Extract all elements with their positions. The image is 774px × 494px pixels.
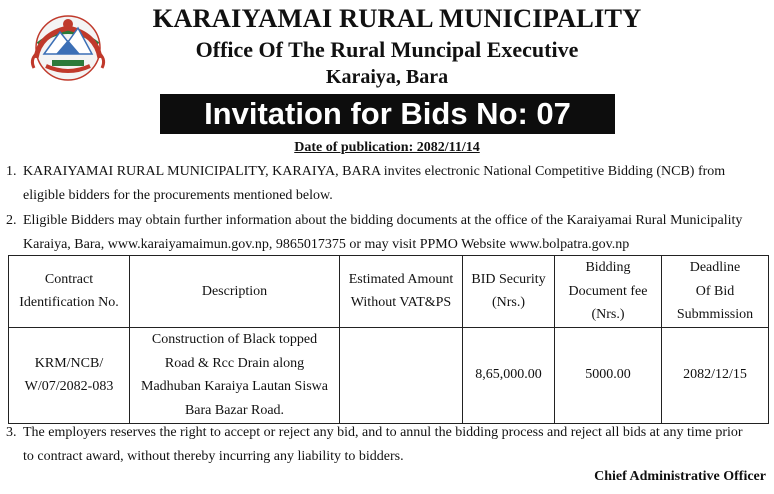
header-contract-id: Contract Identification No. (9, 256, 130, 328)
publication-date: Date of publication: 2082/11/14 (294, 140, 480, 155)
paragraph-number: 3. (6, 425, 17, 440)
cell-contract-id: KRM/NCB/ W/07/2082-083 (9, 327, 130, 423)
signature-title: Chief Administrative Officer (594, 469, 766, 484)
header-deadline: Deadline Of Bid Submmission (662, 256, 769, 328)
paragraph-text: Karaiya, Bara, www.karaiyamaimun.gov.np, 9865017375 or may visit PPMO Website www.bolpatra.gov.np (23, 237, 630, 252)
cell-bid-security: 8,65,000.00 (463, 327, 555, 423)
paragraph-1 (6, 160, 774, 208)
paragraph-text: to contract award, without thereby incurring any liability to bidders. (23, 449, 404, 464)
paragraph-text: KARAIYAMAI RURAL MUNICIPALITY, KARAIYA, BARA invites electronic National Competitive Bidding (NCB) from (23, 164, 726, 179)
header-document-fee: Bidding Document fee (Nrs.) (555, 256, 662, 328)
table-header-row (9, 256, 769, 328)
header-description: Description (130, 256, 340, 328)
header-bid-security: BID Security (Nrs.) (463, 256, 555, 328)
paragraph-text: Eligible Bidders may obtain further information about the bidding documents at the office of the Karaiyamai Rural Municipality (23, 213, 743, 228)
cell-estimated-amount (340, 327, 463, 423)
header-estimated-amount: Estimated Amount Without VAT&PS (340, 256, 463, 328)
table-row (9, 327, 769, 423)
paragraph-3 (6, 421, 774, 469)
paragraph-number: 2. (6, 213, 17, 228)
place-subtitle: Karaiya, Bara (325, 66, 449, 88)
paragraph-2 (6, 209, 774, 257)
cell-description: Construction of Black topped Road & Rcc Drain along Madhuban Karaiya Lautan Siswa Bara Bazar Road. (130, 327, 340, 423)
cell-deadline: 2082/12/15 (662, 327, 769, 423)
bid-table (8, 255, 769, 424)
paragraph-text: eligible bidders for the procurements mentioned below. (23, 188, 333, 203)
invitation-heading-banner: Invitation for Bids No: 07 (160, 94, 615, 134)
cell-document-fee: 5000.00 (555, 327, 662, 423)
office-subtitle: Office Of The Rural Muncipal Executive (195, 37, 579, 62)
municipality-title: KARAIYAMAI RURAL MUNICIPALITY (152, 3, 642, 33)
paragraph-number: 1. (6, 164, 17, 179)
paragraph-text: The employers reserves the right to accept or reject any bid, and to annul the bidding process and reject all bids at any time prior (23, 425, 743, 440)
